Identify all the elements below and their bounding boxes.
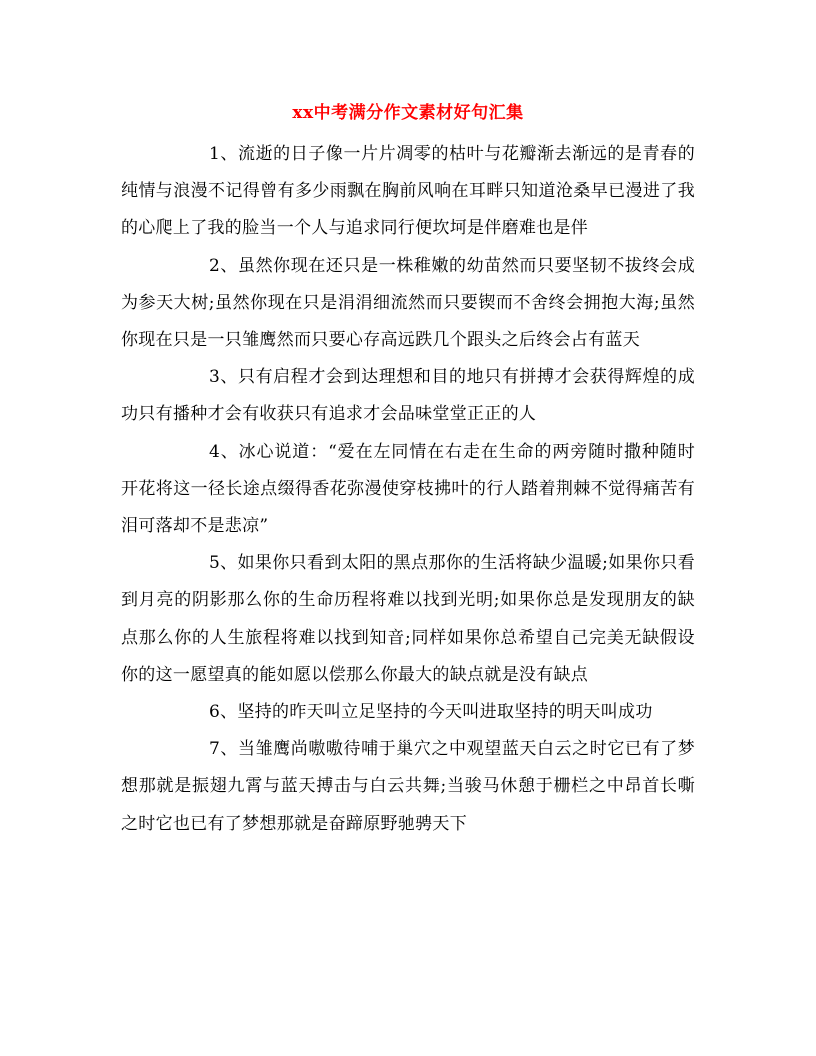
paragraph: 5、如果你只看到太阳的黑点那你的生活将缺少温暖;如果你只看到月亮的阴影那么你的生命历程将难以找到光明;如果你总是发现朋友的缺点那么你的人生旅程将难以找到知音;同样如果你总希望自己完美无缺假设你的这一愿望真的能如愿以偿那么你最大的缺点就是没有缺点 <box>121 553 695 685</box>
paragraph: 4、冰心说道：“爱在左同情在右走在生命的两旁随时撒种随时开花将这一径长途点缀得香花弥漫使穿枝拂叶的行人踏着荆棘不觉得痛苦有泪可落却不是悲凉” <box>121 441 695 537</box>
paragraph: 2、虽然你现在还只是一株稚嫩的幼苗然而只要坚韧不拔终会成为参天大树;虽然你现在只是涓涓细流然而只要锲而不舍终会拥抱大海;虽然你现在只是一只雏鹰然而只要心存高远跌几个跟头之后终会占有蓝天 <box>121 255 695 351</box>
paragraph: 6、坚持的昨天叫立足坚持的今天叫进取坚持的明天叫成功 <box>209 702 653 723</box>
document-body <box>121 136 695 843</box>
paragraph: 3、只有启程才会到达理想和目的地只有拼搏才会获得辉煌的成功只有播种才会有收获只有追求才会品味堂堂正正的人 <box>121 367 695 425</box>
document-title: xx中考满分作文素材好句汇集 <box>292 103 524 123</box>
paragraph: 1、流逝的日子像一片片凋零的枯叶与花瓣渐去渐远的是青春的纯情与浪漫不记得曾有多少雨飘在胸前风响在耳畔只知道沧桑早已漫进了我的心爬上了我的脸当一个人与追求同行便坎坷是伴磨难也是伴 <box>121 144 695 239</box>
paragraph: 7、当雏鹰尚嗷嗷待哺于巢穴之中观望蓝天白云之时它已有了梦想那就是振翅九霄与蓝天搏击与白云共舞;当骏马休憩于栅栏之中昂首长嘶之时它也已有了梦想那就是奋蹄原野驰骋天下 <box>121 739 695 834</box>
